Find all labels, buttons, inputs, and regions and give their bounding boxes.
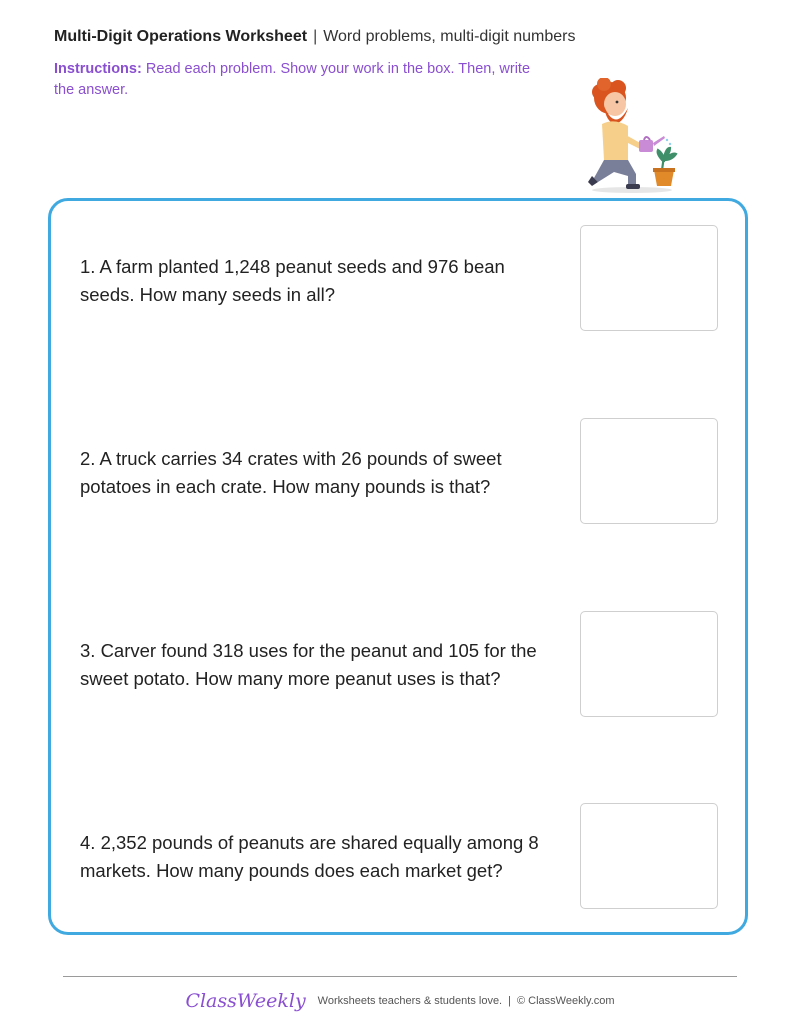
worksheet-title: Multi-Digit Operations Worksheet (54, 28, 308, 45)
worksheet-subtitle: Word problems, multi-digit numbers (323, 28, 576, 45)
gardener-watering-plant-icon (584, 78, 684, 196)
worksheet-header (54, 27, 575, 47)
header-separator: | (313, 28, 318, 45)
gardener-illustration (584, 78, 684, 196)
problem-1: 1. A farm planted 1,248 peanut seeds and 976 bean seeds. How many seeds in all? (80, 256, 505, 305)
brand-logo: ClassWeekly (185, 990, 306, 1012)
footer-tagline: Worksheets teachers & students love. (317, 995, 503, 1007)
footer (0, 986, 800, 1016)
instructions-text: Read each problem. Show your work in the box. Then, write the answer. (54, 61, 531, 98)
problem-4: 4. 2,352 pounds of peanuts are shared equally among 8 markets. How many pounds does each market get? (80, 832, 539, 881)
footer-copyright: © ClassWeekly.com (516, 995, 615, 1007)
footer-separator: | (508, 995, 511, 1007)
answer-box-4[interactable] (580, 803, 718, 909)
instructions-label: Instructions: (54, 61, 142, 77)
footer-divider (63, 976, 737, 977)
problem-2: 2. A truck carries 34 crates with 26 pounds of sweet potatoes in each crate. How many pounds is that? (80, 448, 502, 497)
problem-3: 3. Carver found 318 uses for the peanut and 105 for the sweet potato. How many more peanut uses is that? (80, 640, 537, 689)
instructions (54, 59, 534, 101)
answer-box-1[interactable] (580, 225, 718, 331)
answer-box-2[interactable] (580, 418, 718, 524)
answer-box-3[interactable] (580, 611, 718, 717)
